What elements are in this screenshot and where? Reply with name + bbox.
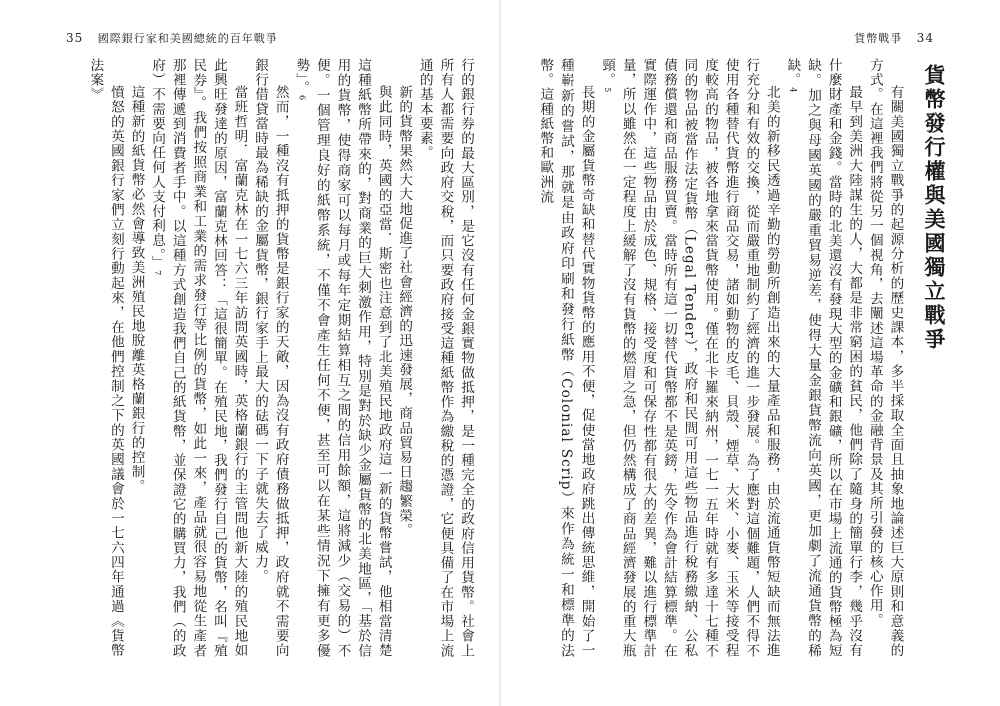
- right-page-header: [854, 30, 944, 46]
- left-page: [56, 58, 476, 658]
- paragraph: [597, 58, 782, 658]
- book-gutter: [499, 0, 501, 706]
- paragraph: 行的銀行券的最大區別，是它沒有任何金銀實物做抵押，是一種完全的政府信用貨幣。社會上所有人都需要向政府交稅，而只要政府接受這種紙幣作為繳稅的憑證，它便具備了在市場上流通的基本要素。: [416, 58, 474, 658]
- left-page-number: 35: [66, 31, 84, 45]
- left-page-text: [56, 58, 476, 658]
- footnote-marker: 4: [788, 87, 798, 93]
- chapter-title: 貨幣發行權與美國獨立戰爭: [922, 64, 946, 352]
- paragraph-text: 北美的新移民透過辛勤的勞動所創造出來的大量產品和服務，由於流通貨幣短缺而無法進行充分和有效的交換，從而嚴重地制約了經濟的進一步發展。為了應對這個難題，人們不得不使用各種替代貨幣進行商品交易，諸如動物的皮毛、貝殼、煙草、大米、小麥、玉米等接受程度較高的物品，被各地拿來當貨幣使用。僅在北卡羅來納州，一七一五年時就有多達十七種不同的物品被當作法定貨幣（Legal Tender），政府和民間可用這些物品進行稅務繳納、公私債務償還和商品服務買賣。當時所有這一切替代貨幣都不是英鎊，先令作為會計結算標準。在實際運作中，這些物品由於成色、規格、接受度和可保存性都有很大的差異，難以進行標準計量，所以雖然在一定程度上緩解了沒有貨幣的燃眉之急，但仍然構成了商品經濟發展的重大瓶頸。: [599, 58, 780, 658]
- left-page-header: [56, 30, 278, 46]
- paragraph: [147, 58, 250, 658]
- paragraph-text: 與此同時，英國的亞當．斯密也注意到了北美殖民地政府這一新的貨幣嘗試，他相當清楚這種紙幣所帶來的，對商業的巨大刺激作用，特別是對於缺少金屬貨幣的北美地區，「基於信用的貨幣，使得商家可以每月或每年定期結算相互之間的信用餘額，這將減少（交易的）不便。一個管理良好的紙幣系統，不僅不會產生任何不便，甚至可以在某些情況下擁有更多優勢」。: [293, 58, 392, 658]
- paragraph-text: 當班哲明．富蘭克林在一七六三年訪問英國時，英格蘭銀行的主管問他新大陸的殖民地如此興旺發達的原因，富蘭克林回答：「這很簡單。在殖民地，我們發行自己的貨幣，名叫『殖民券』。我們按照商業和工業的需求發行等比例的貨幣，如此一來，產品就很容易地從生產者那裡傳遞到消費者手中。以這種方式創造我們自己的紙貨幣，並保證它的購買力，我們（的政府）不需要向任何人支付利息。」: [149, 58, 248, 658]
- left-running-title: 國際銀行家和美國總統的百年戰爭: [97, 32, 278, 45]
- right-running-title: 貨幣戰爭: [854, 32, 903, 45]
- right-page-number: 34: [916, 31, 934, 45]
- paragraph: 新的貨幣果然大大地促進了社會經濟的迅速發展，商品貿易日趨繁榮。: [396, 85, 413, 538]
- paragraph: 長期的金屬貨幣奇缺和替代實物貨幣的應用不便，促使當地政府跳出傳統思維，開始了一種嶄新的嘗試，那就是由政府印刷和發行紙幣（Colonial Scrip）來作為統一和標準的法幣。這種紙幣和歐洲流: [537, 58, 595, 658]
- paragraph: 然而，一種沒有抵押的貨幣是銀行家的天敵，因為沒有政府債務做抵押，政府就不需要向銀行借貸當時最為稀缺的金屬貨幣，銀行家手上最大的砝碼一下子就失去了威力。: [252, 58, 289, 658]
- paragraph: [291, 58, 394, 658]
- paragraph: 這種新的紙貨幣必然會導致美洲殖民地脫離英格蘭銀行的控制。: [128, 85, 145, 494]
- paragraph: 憤怒的英國銀行家們立刻行動起來，在他們控制之下的英國議會於一七六四年通過《貨幣法案》: [87, 58, 124, 658]
- right-page-text: [520, 58, 948, 658]
- footnote-marker: 5: [603, 87, 613, 93]
- paragraph-text: 最早到美洲大陸謀生的人，大都是非常窮困的貧民，他們除了隨身的簡單行李，幾乎沒有什麼財產和金錢。當時的北美還沒有發現大型的金礦和銀礦，所以在市場上流通的貨幣極為短缺。加之與母國英國的嚴重貿易逆差，使得大量金銀貨幣流向英國，更加劇了流通貨幣的稀缺。: [784, 58, 863, 658]
- footnote-marker: 6: [297, 95, 307, 101]
- paragraph: 有關美國獨立戰爭的起源分析的歷史課本，多半採取全面且抽象地論述巨大原則和意義的方式。在這裡我們將從另一個視角，去闡述這場革命的金融背景及其所引發的核心作用。: [866, 58, 904, 658]
- right-page: [520, 58, 948, 658]
- paragraph: [782, 58, 864, 658]
- footnote-marker: 7: [153, 270, 163, 276]
